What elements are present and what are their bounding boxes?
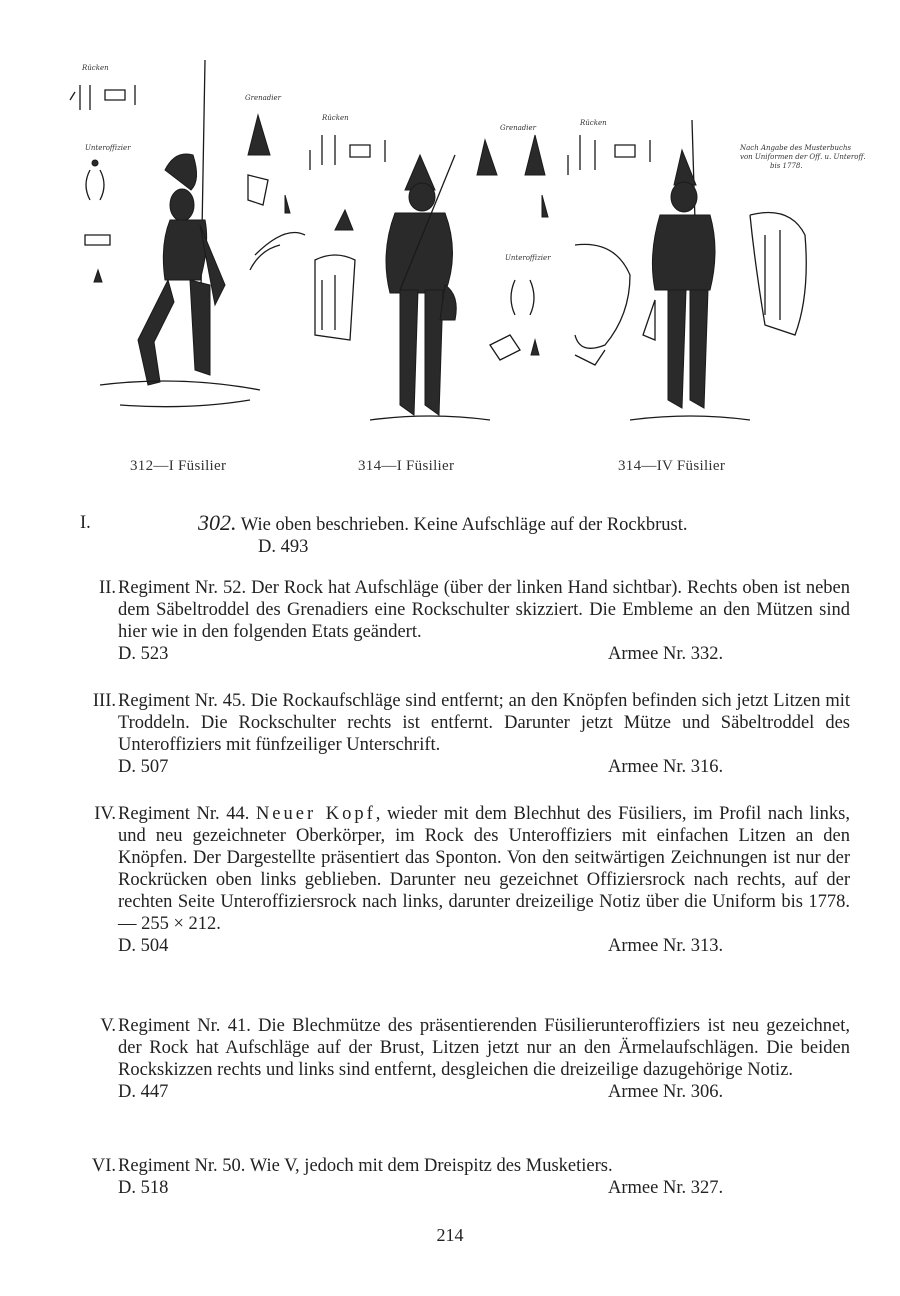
entry-numeral: IV. [94, 804, 116, 824]
entry-numeral: I. [80, 513, 91, 533]
entry-vi [80, 1155, 850, 1199]
entry-text-emphasis: Neuer Kopf [255, 804, 376, 824]
entry-iv [80, 803, 850, 957]
entry-numeral: V. [100, 1016, 116, 1036]
d-reference: D. 518 [118, 1178, 169, 1198]
sketch-label-grenadier-1: Grenadier [245, 94, 281, 102]
sketch-group-left [70, 60, 353, 407]
entry-references [118, 1081, 850, 1103]
sketch-label-ruecken-2: Rücken [322, 114, 349, 122]
sketch-group-middle [310, 114, 650, 420]
caption-figure-1: 312—I Füsilier [130, 458, 227, 474]
entry-text-rest: , wieder mit dem Blechhut des Füsiliers, im Profil nach links, und neu gezeichneter Oberkörper, im Rock des Unteroffiziers mit einfachen Litzen an den Knöpfen. Der Dargestellte präsentiert das Sponton. Von den seitwärtigen Zeichnungen ist nur der Rockrücken oben links geblieben. Darunter neu gezeichnet Offiziersrock nach rechts, auf der rechten Seite Unteroffiziersrock nach links, darunter dreizeilige Notiz über die Uniform bis 1778. — 255 × 212. [118, 804, 851, 934]
entry-numeral: II. [99, 578, 116, 598]
entry-italic-reference: 302. [198, 510, 237, 535]
uniform-sketches-svg [60, 55, 866, 450]
entry-description: Regiment Nr. 52. Der Rock hat Aufschläge (über der linken Hand sichtbar). Rechts oben ist neben dem Säbeltroddel des Grenadiers eine Rockschulter skizziert. Die Embleme an den Mützen sind hier wie in den folgenden Etats geändert. [118, 578, 850, 642]
soldier-314-i-figure [370, 155, 490, 420]
entry-references [258, 536, 850, 558]
entry-ii [80, 577, 850, 665]
uniform-plate-figure [60, 55, 866, 450]
entry-v [80, 1015, 850, 1103]
entry-description: Regiment Nr. 41. Die Blechmütze des präsentierenden Füsilierunteroffiziers ist neu gezeichnet, der Rock hat Aufschläge auf der Brust, Litzen jetzt nur an den Ärmelaufschlägen. Die beiden Rockskizzen rechts und links sind entfernt, desgleichen die dreizeilige dazugehörige Notiz. [118, 1016, 850, 1080]
entry-iii [80, 690, 850, 778]
d-reference: D. 493 [258, 537, 309, 557]
entry-text [198, 512, 850, 536]
soldier-314-iv-figure [630, 120, 750, 420]
entry-description: Regiment Nr. 50. Wie V, jedoch mit dem Dreispitz des Musketiers. [118, 1156, 613, 1176]
entry-description: Regiment Nr. 45. Die Rockaufschläge sind entfernt; an den Knöpfen befinden sich jetzt Litzen mit Troddeln. Die Rockschulter rechts ist entfernt. Darunter jetzt Mütze und Säbeltroddel des Unteroffiziers mit fünfzeiliger Unterschrift. [118, 691, 850, 755]
d-reference: D. 507 [118, 757, 169, 777]
entry-text-start: Regiment Nr. 44. [118, 804, 250, 824]
soldier-312-figure [100, 60, 260, 407]
caption-figure-3: 314—IV Füsilier [618, 458, 726, 474]
caption-figure-2: 314—I Füsilier [358, 458, 455, 474]
sketch-label-ruecken-1: Rücken [82, 64, 109, 72]
armee-reference: Armee Nr. 316. [608, 757, 724, 777]
d-reference: D. 447 [118, 1082, 169, 1102]
armee-reference: Armee Nr. 332. [608, 644, 724, 664]
handwritten-note: Nach Angabe des Musterbuchs von Uniformen der Off. u. Unteroff. bis 1778. [740, 144, 866, 170]
entry-references [118, 935, 850, 957]
armee-reference: Armee Nr. 313. [608, 936, 724, 956]
sketch-label-ruecken-3: Rücken [580, 119, 607, 127]
sketch-label-grenadier-2: Grenadier [500, 124, 536, 132]
entry-references [118, 1177, 850, 1199]
entry-description: Wie oben beschrieben. Keine Aufschläge auf der Rockbrust. [240, 515, 688, 535]
sketch-label-unteroffizier-1: Unteroffizier [85, 144, 131, 152]
armee-reference: Armee Nr. 306. [608, 1082, 724, 1102]
entry-references [118, 643, 850, 665]
page-number: 214 [436, 1225, 464, 1245]
entry-description [118, 803, 850, 935]
sketch-label-unteroffizier-2: Unteroffizier [505, 254, 551, 262]
d-reference: D. 504 [118, 936, 169, 956]
d-reference: D. 523 [118, 644, 169, 664]
entry-i [80, 512, 850, 558]
armee-reference: Armee Nr. 327. [608, 1178, 724, 1198]
sketch-group-right [630, 120, 868, 420]
entry-references [118, 756, 850, 778]
entry-numeral: VI. [91, 1156, 116, 1176]
entry-numeral: III. [92, 691, 116, 711]
